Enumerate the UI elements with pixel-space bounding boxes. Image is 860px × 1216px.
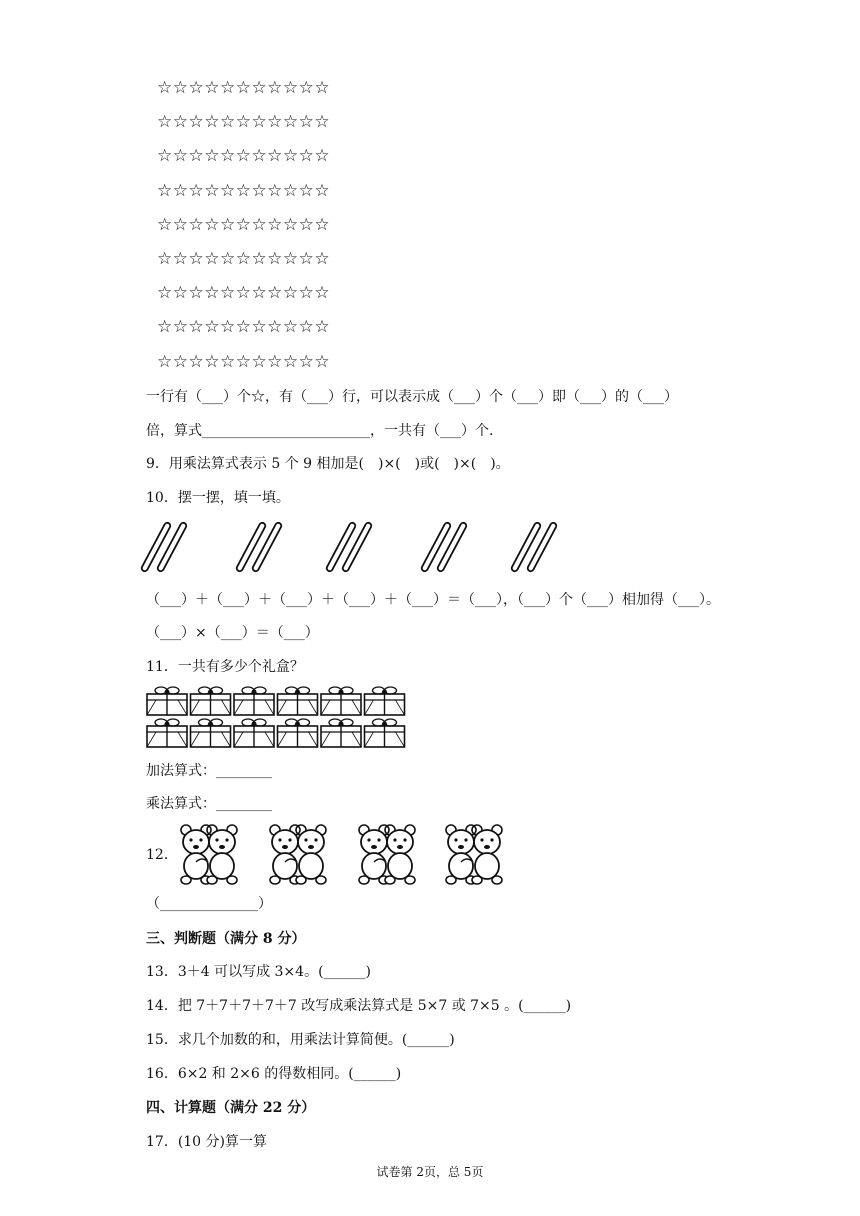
gift-box-icon [365, 687, 405, 715]
section3-heading: 三、判断题（满分 8 分） [146, 931, 306, 947]
q11-title: 11．一共有多少个礼盒？ [146, 659, 304, 675]
bear-pair-icon [446, 825, 502, 884]
gift-box-icon [234, 687, 274, 715]
stick-pairs-illustration [140, 520, 580, 575]
gift-box-grid [146, 686, 408, 750]
star-row: ☆☆☆☆☆☆☆☆☆☆☆ [157, 146, 331, 167]
star-row: ☆☆☆☆☆☆☆☆☆☆☆ [157, 180, 331, 201]
q15-text: 15．求几个加数的和，用乘法计算简便。(______) [146, 1032, 455, 1048]
gift-box-icon [365, 719, 405, 747]
q12-answer: （______________） [146, 896, 272, 912]
star-row: ☆☆☆☆☆☆☆☆☆☆☆ [157, 112, 331, 133]
q8-line2: 倍，算式________________________，一共有（___）个. [146, 423, 494, 439]
gift-box-icon [321, 687, 361, 715]
gift-box-icon [147, 687, 187, 715]
gift-box-icon [147, 719, 187, 747]
q8-line1: 一行有（___）个☆，有（___）行，可以表示成（___）个（___）即（___）的（___） [146, 389, 678, 405]
section4-heading: 四、计算题（满分 22 分） [146, 1100, 316, 1116]
q12-number: 12． [146, 847, 178, 863]
q10-line2: （___）×（___）＝（___） [146, 625, 319, 641]
stick-pair-icon [421, 522, 468, 572]
stick-pair-icon [236, 522, 283, 572]
bear-pair-icon [359, 825, 415, 884]
star-row: ☆☆☆☆☆☆☆☆☆☆☆ [157, 249, 331, 269]
q9-text: 9．用乘法算式表示 5 个 9 相加是( )×( )或( )×( )。 [146, 456, 510, 472]
q16-text: 16．6×2 和 2×6 的得数相同。(______) [146, 1066, 402, 1082]
q17-text: 17．(10 分)算一算 [146, 1134, 268, 1150]
bear-pair-icon [270, 825, 326, 884]
gift-box-icon [191, 719, 231, 747]
q10-line1: （___）＋（___）＋（___）＋（___）＋（___）＝（___），（___）个（___）相加得（___）。 [146, 592, 720, 608]
q11-multiplication-label: 乘法算式：________ [146, 796, 272, 812]
bear-groups-illustration [172, 822, 532, 888]
q10-title: 10．摆一摆，填一填。 [146, 490, 290, 506]
stick-pair-icon [326, 522, 373, 572]
q14-text: 14．把 7＋7＋7＋7＋7 改写成乘法算式是 5×7 或 7×5 。(______) [146, 998, 572, 1014]
gift-box-icon [278, 719, 318, 747]
star-row: ☆☆☆☆☆☆☆☆☆☆☆ [157, 214, 331, 235]
star-row: ☆☆☆☆☆☆☆☆☆☆☆ [157, 351, 331, 372]
star-row: ☆☆☆☆☆☆☆☆☆☆☆ [157, 78, 331, 98]
bear-pair-icon [181, 825, 237, 884]
gift-box-icon [191, 687, 231, 715]
star-row: ☆☆☆☆☆☆☆☆☆☆☆ [157, 283, 331, 304]
star-row: ☆☆☆☆☆☆☆☆☆☆☆ [157, 317, 331, 338]
stick-pair-icon [141, 522, 188, 572]
q11-addition-label: 加法算式：________ [146, 763, 272, 779]
gift-box-icon [278, 687, 318, 715]
gift-box-icon [234, 719, 274, 747]
page-footer: 试卷第 2页，总 5页 [376, 1165, 484, 1179]
q13-text: 13．3＋4 可以写成 3×4。(______) [146, 964, 371, 980]
stick-pair-icon [511, 522, 558, 572]
gift-box-icon [321, 719, 361, 747]
